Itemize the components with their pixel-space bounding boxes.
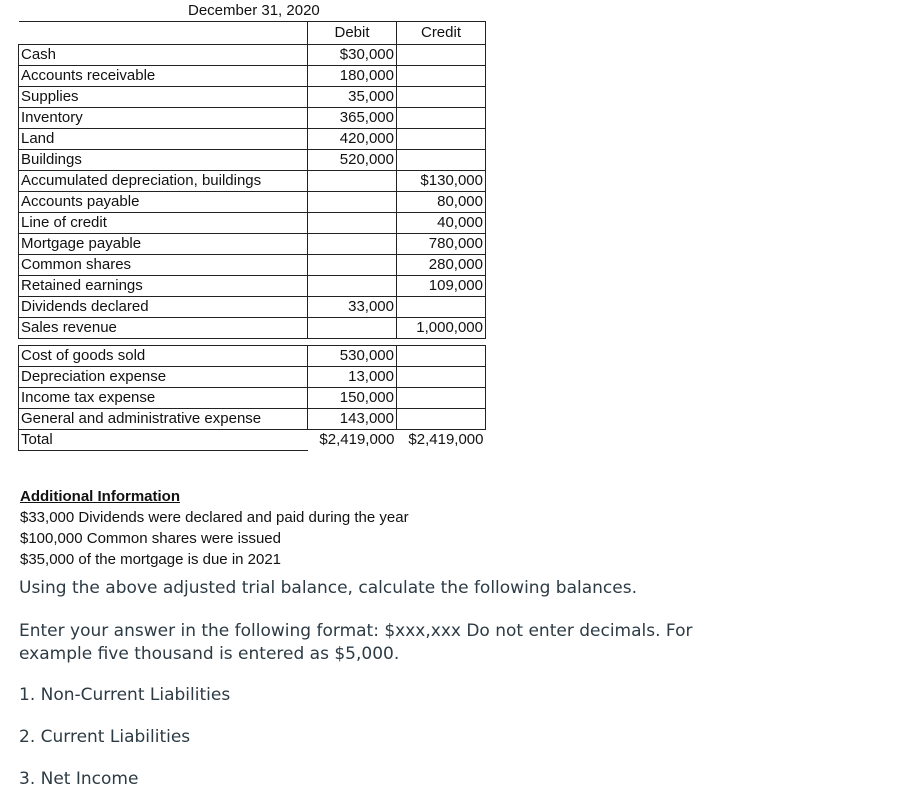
credit-cell — [397, 129, 486, 150]
credit-cell — [397, 346, 486, 367]
table-row — [19, 213, 486, 234]
table-row — [19, 318, 486, 339]
credit-cell — [397, 297, 486, 318]
additional-info-line: $100,000 Common shares were issued — [20, 530, 281, 547]
account-cell: Dividends declared — [19, 297, 308, 318]
account-cell: Line of credit — [19, 213, 308, 234]
credit-cell — [397, 45, 486, 66]
debit-cell: 420,000 — [308, 129, 397, 150]
debit-cell: 365,000 — [308, 108, 397, 129]
account-cell: Cash — [19, 45, 308, 66]
additional-info-line: $33,000 Dividends were declared and paid during the year — [20, 509, 409, 526]
table-row — [19, 255, 486, 276]
account-header-cell — [19, 22, 308, 45]
question-format-instructions: Enter your answer in the following format: $xxx,xxx Do not enter decimals. For example five thousand is entered as $5,000. — [19, 621, 693, 664]
spacer-cell — [397, 339, 486, 346]
account-cell: Retained earnings — [19, 276, 308, 297]
question-item-current-liabilities: 2. Current Liabilities — [19, 727, 191, 747]
credit-cell — [397, 409, 486, 430]
debit-cell — [308, 192, 397, 213]
table-row — [19, 192, 486, 213]
table-row — [19, 234, 486, 255]
debit-cell: 180,000 — [308, 66, 397, 87]
total-label: Total — [19, 430, 308, 451]
account-cell: Accounts payable — [19, 192, 308, 213]
account-cell: Buildings — [19, 150, 308, 171]
credit-cell — [397, 150, 486, 171]
question-intro: Using the above adjusted trial balance, calculate the following balances. — [19, 578, 637, 598]
credit-cell: $130,000 — [397, 171, 486, 192]
table-row — [19, 367, 486, 388]
trial-balance-date: December 31, 2020 — [188, 2, 320, 19]
credit-header: Credit — [397, 22, 486, 45]
debit-cell: 150,000 — [308, 388, 397, 409]
table-row — [19, 45, 486, 66]
account-cell: Common shares — [19, 255, 308, 276]
table-row — [19, 150, 486, 171]
table-row — [19, 66, 486, 87]
account-cell: Inventory — [19, 108, 308, 129]
debit-cell: 13,000 — [308, 367, 397, 388]
account-cell: General and administrative expense — [19, 409, 308, 430]
debit-cell — [308, 213, 397, 234]
total-debit: $2,419,000 — [319, 431, 395, 449]
table-header-row — [19, 22, 486, 45]
table-row — [19, 87, 486, 108]
table-row — [19, 346, 486, 367]
credit-cell: 80,000 — [397, 192, 486, 213]
debit-cell: 520,000 — [308, 150, 397, 171]
debit-cell: 530,000 — [308, 346, 397, 367]
table-row — [19, 129, 486, 150]
spacer-cell — [308, 339, 397, 346]
debit-cell: $30,000 — [308, 45, 397, 66]
table-row — [19, 388, 486, 409]
debit-cell — [308, 318, 397, 339]
debit-cell: 35,000 — [308, 87, 397, 108]
account-cell: Depreciation expense — [19, 367, 308, 388]
credit-cell: 280,000 — [397, 255, 486, 276]
debit-cell — [308, 276, 397, 297]
account-cell: Supplies — [19, 87, 308, 108]
table-spacer-row — [19, 339, 486, 346]
table-row — [19, 171, 486, 192]
table-row — [19, 409, 486, 430]
total-row — [19, 430, 486, 451]
additional-information — [20, 486, 409, 570]
credit-cell: 1,000,000 — [397, 318, 486, 339]
credit-cell — [397, 367, 486, 388]
credit-cell: 40,000 — [397, 213, 486, 234]
trial-balance-table — [18, 21, 486, 451]
account-cell: Accounts receivable — [19, 66, 308, 87]
credit-cell — [397, 108, 486, 129]
debit-cell — [308, 171, 397, 192]
debit-cell — [308, 234, 397, 255]
total-credit: $2,419,000 — [408, 431, 484, 449]
additional-info-line: $35,000 of the mortgage is due in 2021 — [20, 551, 282, 568]
question-block — [19, 577, 739, 810]
account-cell: Cost of goods sold — [19, 346, 308, 367]
account-cell: Sales revenue — [19, 318, 308, 339]
debit-cell — [308, 255, 397, 276]
account-cell: Land — [19, 129, 308, 150]
table-row — [19, 276, 486, 297]
debit-cell: 143,000 — [308, 409, 397, 430]
table-row — [19, 297, 486, 318]
credit-cell — [397, 388, 486, 409]
credit-cell — [397, 87, 486, 108]
credit-cell: 780,000 — [397, 234, 486, 255]
account-cell: Mortgage payable — [19, 234, 308, 255]
credit-cell — [397, 66, 486, 87]
debit-header: Debit — [308, 22, 397, 45]
question-item-non-current-liabilities: 1. Non-Current Liabilities — [19, 685, 231, 705]
account-cell: Accumulated depreciation, buildings — [19, 171, 308, 192]
spacer-cell — [19, 339, 308, 346]
additional-information-title: Additional Information — [20, 488, 180, 505]
credit-cell: 109,000 — [397, 276, 486, 297]
debit-cell: 33,000 — [308, 297, 397, 318]
account-cell: Income tax expense — [19, 388, 308, 409]
table-row — [19, 108, 486, 129]
question-item-net-income: 3. Net Income — [19, 769, 139, 789]
